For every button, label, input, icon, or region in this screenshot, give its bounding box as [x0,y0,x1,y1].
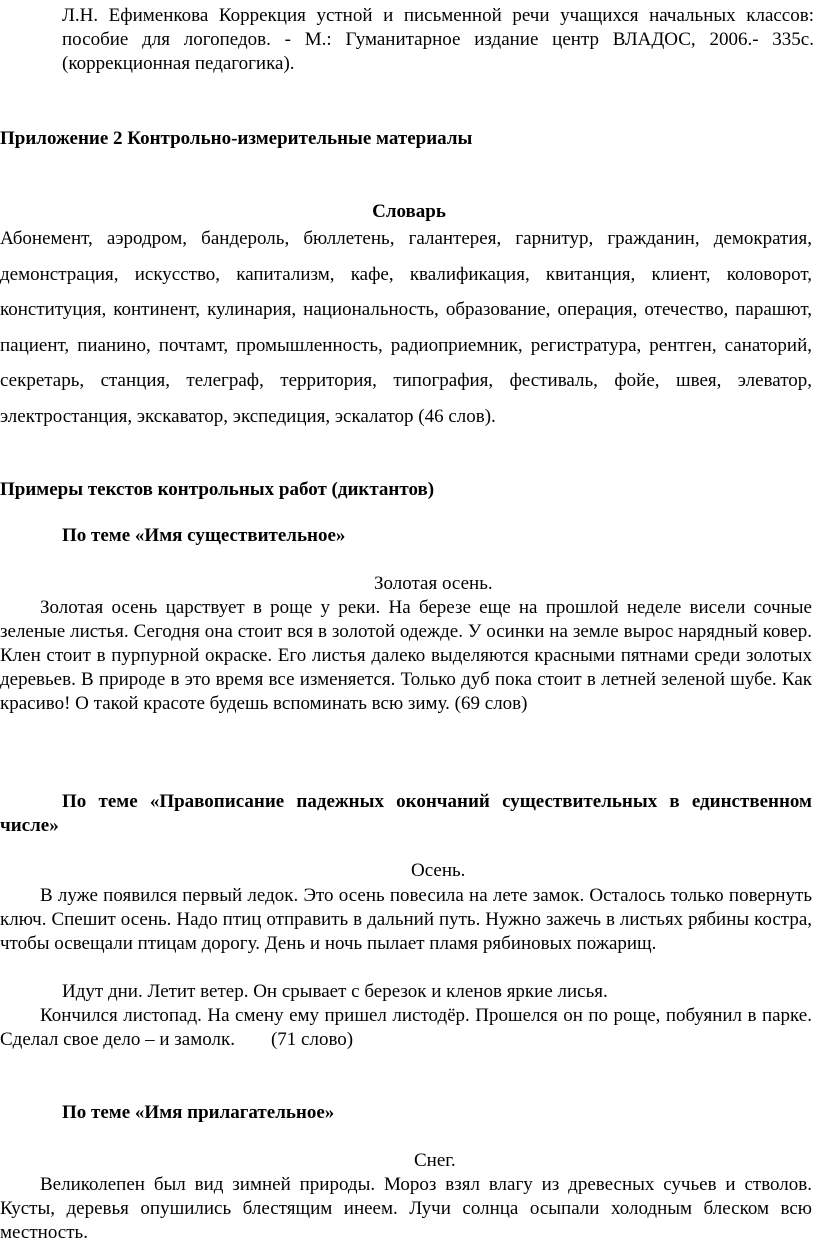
appendix-heading: Приложение 2 Контрольно-измерительные материалы [0,128,473,149]
section2-title: Осень. [411,860,466,881]
section3-title: Снег. [414,1150,456,1171]
reference-citation: Л.Н. Ефименкова Коррекция устной и письменной речи учащихся начальных классов: пособие для логопедов. - М.: Гуманитарное издание центр ВЛАДОС, 2006.- 335с. (коррекционная педагогика). [62,5,814,74]
vocabulary-list: Абонемент, аэродром, бандероль, бюллетень, галантерея, гарнитур, гражданин, демократия, демонстрация, искусство, капитализм, кафе, квалификация, квитанция, клиент, коловорот, конституция, континент, кулинария, национальность, образование, операция, отечество, парашют, пациент, пианино, почтамт, промышленность, радиоприемник, регистратура, рентген, санаторий, секретарь, станция, телеграф, территория, типография, фестиваль, фойе, швея, элеватор, электростанция, экскаватор, экспедиция, эскалатор (46 слов). [0,228,812,427]
section3-topic: По теме «Имя прилагательное» [62,1102,335,1123]
section2-paragraph3: Кончился листопад. На смену ему пришел листодёр. Прошелся он по роще, побуянил в парке. Сделал свое дело – и замолк. [0,1005,812,1050]
dictations-heading: Примеры текстов контрольных работ (диктантов) [0,479,435,500]
section1-text: Золотая осень царствует в роще у реки. На березе еще на прошлой неделе висели сочные зеленые листья. Сегодня она стоит вся в золотой одежде. У осинки на земле вырос нарядный ковер. Клен стоит в пурпурной окраске. Его листья далеко выделяются красными пятнами среди золотых деревьев. В природе в это время все изменяется. Только дуб пока стоит в летней зеленой шубе. Как красиво! О такой красоте будешь вспоминать всю зиму. (69 слов) [0,597,812,714]
section1-title: Золотая осень. [374,573,493,594]
section2-topic: По теме «Правописание падежных окончаний существительных в единственном числе» [0,791,812,836]
section2-paragraph1: В луже появился первый ледок. Это осень повесила на лете замок. Осталось только повернуть ключ. Спешит осень. Надо птиц отправить в дальний путь. Нужно зажечь в листьях рябины костра, чтобы освещали птицам дорогу. День и ночь пылает пламя рябиновых пожарищ. [0,885,812,954]
section3-text: Великолепен был вид зимней природы. Мороз взял влагу из древесных сучьев и стволов. Кусты, деревья опушились блестящим инеем. Лучи солнца осыпали холодным блеском всю местность. [0,1174,812,1243]
section2-word-count: (71 слово) [270,1029,354,1050]
section2-paragraph3-block [0,1004,812,1052]
vocabulary-title-text: Словарь [372,201,446,222]
section1-topic: По теме «Имя существительное» [62,525,346,546]
section2-paragraph2: Идут дни. Летит ветер. Он срывает с березок и кленов яркие лисья. [62,981,608,1002]
